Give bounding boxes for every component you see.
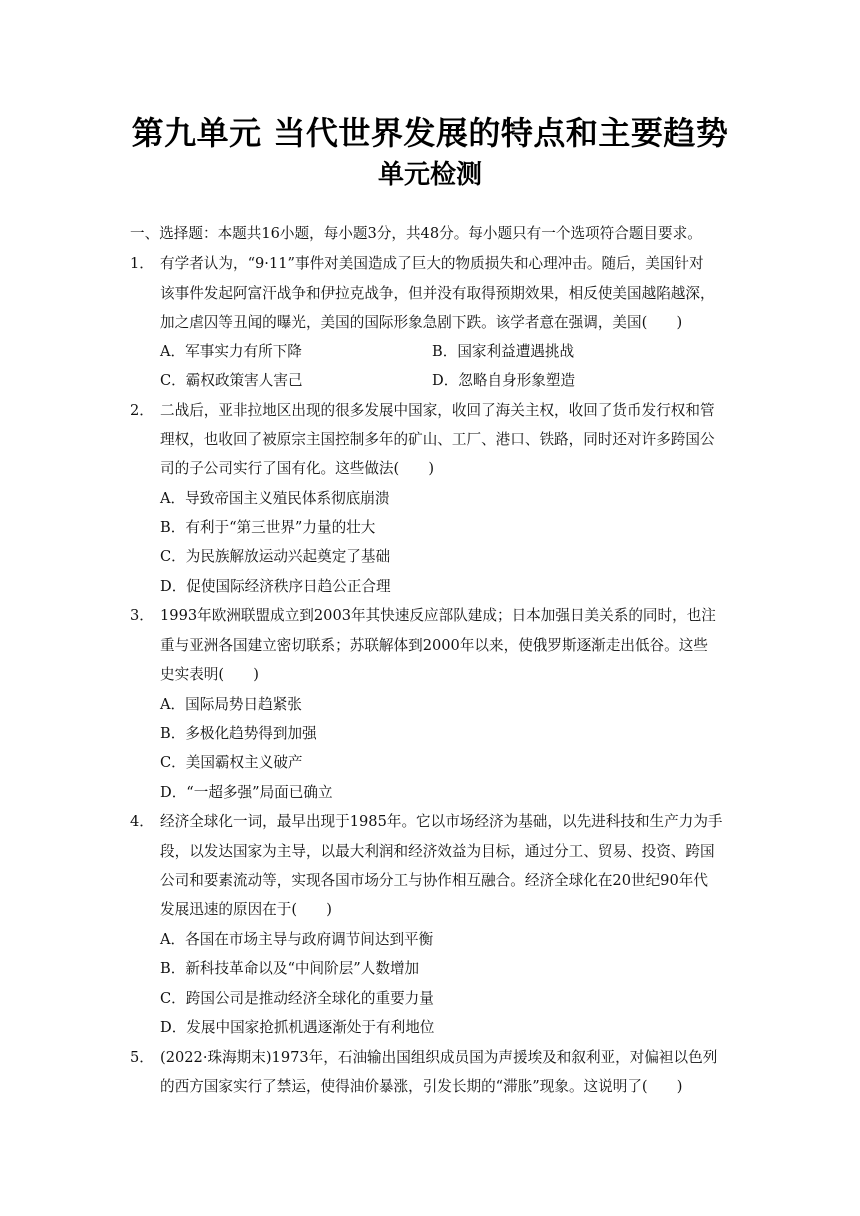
option-d: D．促使国际经济秩序日趋公正合理 — [160, 578, 391, 595]
page-subtitle: 单元检测 — [377, 160, 482, 190]
question-text-line: 有学者认为，“9·11”事件对美国造成了巨大的物质损失和心理冲击。随后，美国针对 — [160, 255, 704, 272]
question-text-line: 的西方国家实行了禁运，使得油价暴涨，引发长期的“滞胀”现象。这说明了( ) — [160, 1078, 683, 1095]
option-d: D．“一超多强”局面已确立 — [160, 784, 333, 801]
option-a: A．导致帝国主义殖民体系彻底崩溃 — [160, 490, 390, 507]
option-c: C．跨国公司是推动经济全球化的重要力量 — [160, 990, 434, 1007]
option-b: B．国家利益遭遇挑战 — [432, 343, 575, 360]
question-text-line: 经济全球化一词，最早出现于1985年。它以市场经济为基础，以先进科技和生产力为手 — [160, 813, 723, 830]
option-a: A．各国在市场主导与政府调节间达到平衡 — [160, 931, 434, 948]
question-number: 2． — [130, 402, 154, 419]
question-text-line: 发展迅速的原因在于( ) — [160, 901, 332, 918]
question-text-line: 司的子公司实行了国有化。这些做法( ) — [160, 460, 435, 477]
option-d: D．发展中国家抢抓机遇逐渐处于有利地位 — [160, 1019, 435, 1036]
page-title: 第九单元 当代世界发展的特点和主要趋势 — [131, 114, 729, 152]
question-text-line: 段，以发达国家为主导，以最大利润和经济效益为目标，通过分工、贸易、投资、跨国 — [160, 843, 715, 860]
option-c: C．霸权政策害人害己 — [160, 372, 303, 389]
question-number: 1． — [130, 255, 154, 272]
question-number: 4． — [130, 813, 154, 830]
option-a: A．军事实力有所下降 — [160, 343, 302, 360]
option-d: D．忽略自身形象塑造 — [432, 372, 576, 389]
question-text-line: 1993年欧洲联盟成立到2003年其快速反应部队建成；日本加强日美关系的同时，也注 — [160, 607, 716, 624]
question-text-line: 重与亚洲各国建立密切联系；苏联解体到2000年以来，使俄罗斯逐渐走出低谷。这些 — [160, 637, 708, 654]
question-number: 5． — [130, 1049, 154, 1066]
option-b: B．多极化趋势得到加强 — [160, 725, 317, 742]
question-text-line: (2022·珠海期末)1973年，石油输出国组织成员国为声援埃及和叙利亚，对偏袒以色列 — [160, 1049, 718, 1066]
question-text-line: 加之虐囚等丑闻的曝光，美国的国际形象急剧下跌。该学者意在强调，美国( ) — [160, 314, 683, 331]
question-text-line: 理权，也收回了被原宗主国控制多年的矿山、工厂、港口、铁路，同时还对许多跨国公 — [160, 431, 715, 448]
option-c: C．为民族解放运动兴起奠定了基础 — [160, 548, 391, 565]
section-header: 一、选择题：本题共16小题，每小题3分，共48分。每小题只有一个选项符合题目要求。 — [130, 225, 702, 242]
option-a: A．国际局势日趋紧张 — [160, 696, 302, 713]
question-text-line: 公司和要素流动等，实现各国市场分工与协作相互融合。经济全球化在20世纪90年代 — [160, 872, 708, 889]
question-text-line: 史实表明( ) — [160, 666, 259, 683]
question-text-line: 该事件发起阿富汗战争和伊拉克战争，但并没有取得预期效果，相反使美国越陷越深， — [160, 285, 715, 302]
option-c: C．美国霸权主义破产 — [160, 754, 303, 771]
question-number: 3． — [130, 607, 154, 624]
question-text-line: 二战后，亚非拉地区出现的很多发展中国家，收回了海关主权，收回了货币发行权和管 — [160, 402, 715, 419]
option-b: B．新科技革命以及“中间阶层”人数增加 — [160, 960, 420, 977]
option-b: B．有利于“第三世界”力量的壮大 — [160, 519, 376, 536]
